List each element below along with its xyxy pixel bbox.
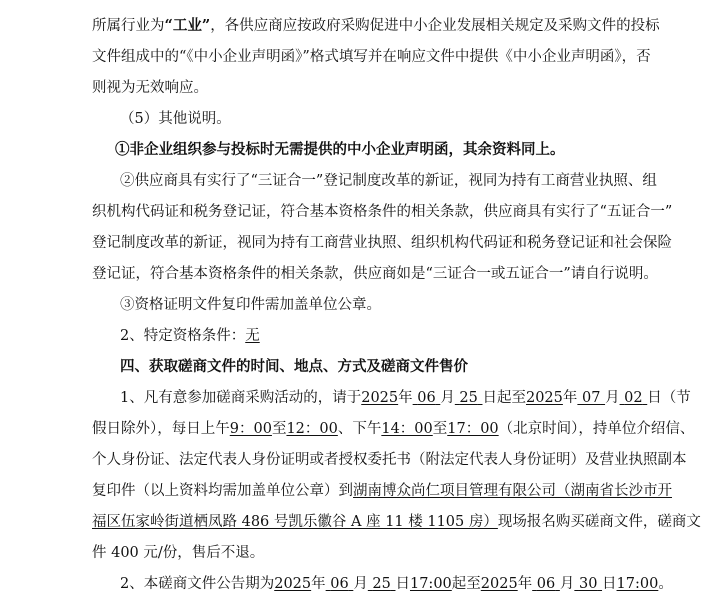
special-qualification-value: 无: [245, 328, 260, 344]
item-1-line-1: 1、凡有意参加磋商采购活动的，请于2025年 06 月 25 日起至2025年 07 月 02 日（节: [120, 390, 691, 406]
item-1-line-5: 福区伍家岭街道栖凤路 486 号凯乐徽谷 A 座 11 楼 1105 房）现场报名购买磋商文件，磋商文: [92, 514, 701, 530]
item-1-line-6: 件 400 元/份，售后不退。: [92, 545, 265, 561]
note-2-line-2: 织机构代码证和税务登记证，符合基本资格条件的相关条款，供应商具有实行了“五证合一”: [92, 204, 673, 220]
special-qualification: 2、特定资格条件：无: [120, 328, 260, 344]
para-industry-line-2: 文件组成中的“《中小企业声明函》”格式填写并在响应文件中提供《中小企业声明函》，否: [92, 49, 651, 65]
note-2-line-1: ②供应商具有实行了“三证合一”登记制度改革的新证，视同为持有工商营业执照、组: [120, 173, 657, 189]
item-1-line-3: 个人身份证、法定代表人身份证明或者授权委托书（附法定代表人身份证明）及营业执照副本: [92, 452, 687, 468]
company-name: 湖南博众尚仁项目管理有限公司（湖南省长沙市开: [353, 483, 672, 499]
item-1-line-2: 假日除外），每日上午9：00至12：00、下午14：00至17：00（北京时间），持单位介绍信、: [92, 421, 695, 437]
company-address: 福区伍家岭街道栖凤路 486 号凯乐徽谷 A 座 11 楼 1105 房）: [92, 514, 498, 530]
item-2-line-1: 2、本磋商文件公告期为2025年 06 月 25 日17:00起至2025年 06 月 30 日17:00。: [120, 576, 673, 592]
section-4-heading: 四、获取磋商文件的时间、地点、方式及磋商文件售价: [120, 358, 468, 375]
para-industry-line-1: 所属行业为“工业”，各供应商应按政府采购促进中小企业发展相关规定及采购文件的投标: [92, 17, 660, 34]
note-3: ③资格证明文件复印件需加盖单位公章。: [120, 297, 381, 313]
item-1-line-4: 复印件（以上资料均需加盖单位公章）到湖南博众尚仁项目管理有限公司（湖南省长沙市开: [92, 483, 672, 499]
note-1-bold: ①非企业组织参与投标时无需提供的中小企业声明函，其余资料同上。: [115, 141, 565, 158]
para-industry-line-3: 则视为无效响应。: [92, 80, 208, 96]
note-2-line-4: 登记证，符合基本资格条件的相关条款，供应商如是“三证合一或五证合一”请自行说明。: [92, 266, 658, 282]
item-5-other-notes: （5）其他说明。: [120, 111, 231, 127]
note-2-line-3: 登记制度改革的新证，视同为持有工商营业执照、组织机构代码证和税务登记证和社会保险: [92, 235, 672, 251]
